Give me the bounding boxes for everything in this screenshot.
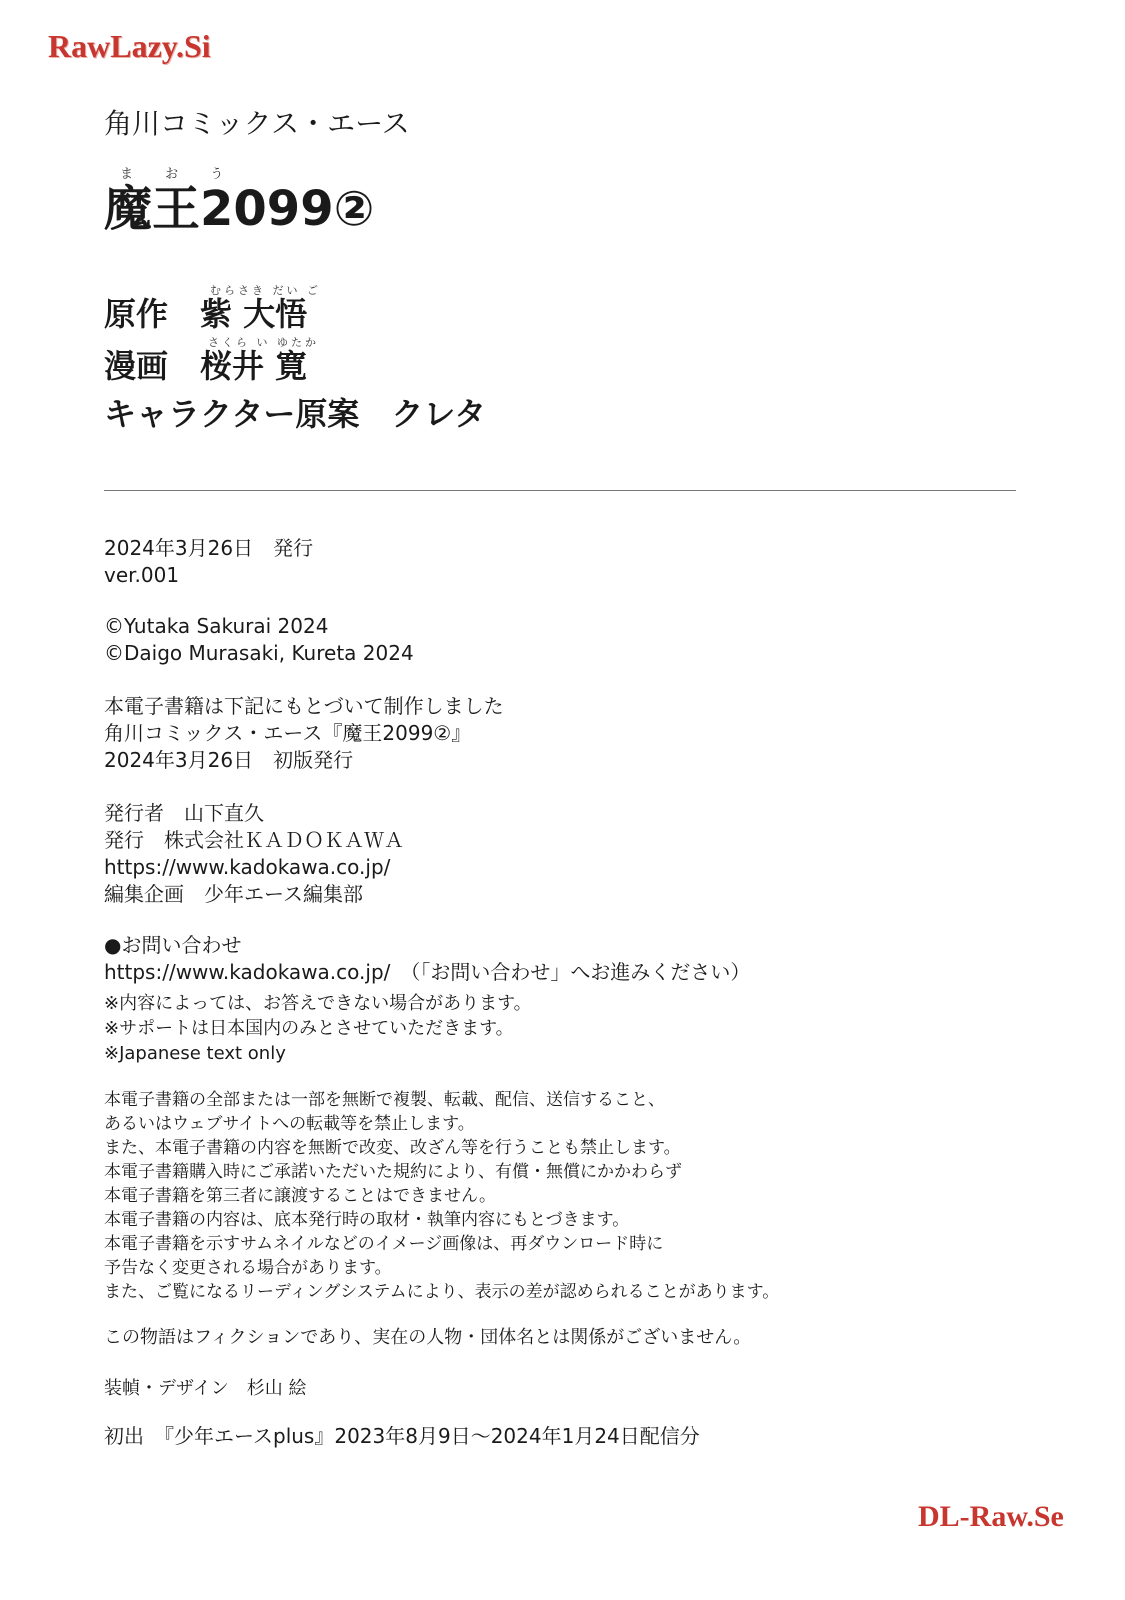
title-ruby: ま お う	[120, 167, 238, 182]
publisher-block	[104, 800, 404, 908]
contact-note: ※Japanese text only	[104, 1043, 286, 1064]
copyright-block	[104, 613, 414, 667]
terms-line: 本電子書籍の内容は、底本発行時の取材・執筆内容にもとづきます。	[104, 1210, 630, 1230]
terms-line: また、本電子書籍の内容を無断で改変、改ざん等を行うことも禁止します。	[104, 1138, 681, 1158]
book-title: 魔王2099②	[104, 181, 375, 237]
contact-url: https://www.kadokawa.co.jp/ （「お問い合わせ」へお進みください）	[104, 960, 751, 984]
design-credit: 装幀・デザイン 杉山 絵	[104, 1378, 307, 1399]
terms-line: 本電子書籍を示すサムネイルなどのイメージ画像は、再ダウンロード時に	[104, 1234, 664, 1254]
terms-line: 本電子書籍を第三者に譲渡することはできません。	[104, 1186, 497, 1206]
artist-ruby: さくら い ゆたか	[208, 336, 319, 349]
source-line: 角川コミックス・エース『魔王2099②』	[104, 721, 472, 745]
imprint-label: 角川コミックス・エース	[104, 107, 410, 140]
source-line: 2024年3月26日 初版発行	[104, 748, 354, 772]
copyright-line: ©Daigo Murasaki, Kureta 2024	[104, 641, 414, 665]
contact-note: ※内容によっては、お答えできない場合があります。	[104, 993, 532, 1014]
terms-line: また、ご覧になるリーディングシステムにより、表示の差が認められることがあります。	[104, 1282, 780, 1302]
terms-block	[104, 1088, 779, 1304]
credit-character-design: キャラクター原案 クレタ	[104, 395, 487, 433]
publisher-line: 発行者 山下直久	[104, 801, 264, 825]
contact-block	[104, 932, 750, 986]
version: ver.001	[104, 563, 180, 587]
fiction-note: この物語はフィクションであり、実在の人物・団体名とは関係がございません。	[104, 1327, 752, 1348]
copyright-line: ©Yutaka Sakurai 2024	[104, 614, 329, 638]
watermark-top: RawLazy.Si	[48, 28, 211, 64]
terms-line: 予告なく変更される場合があります。	[104, 1258, 392, 1278]
publication-block	[104, 535, 313, 589]
credit-manga-artist: 漫画 桜井 寛	[104, 347, 308, 385]
publisher-line: 発行 株式会社ＫＡＤＯＫＡＷＡ	[104, 828, 404, 852]
terms-line: 本電子書籍購入時にご承諾いただいた規約により、有償・無償にかかわらず	[104, 1162, 682, 1182]
watermark-bottom: DL-Raw.Se	[918, 1500, 1064, 1533]
publisher-line: 編集企画 少年エース編集部	[104, 882, 363, 906]
terms-line: 本電子書籍の全部または一部を無断で複製、転載、配信、送信すること、	[104, 1090, 665, 1110]
publication-date: 2024年3月26日 発行	[104, 536, 314, 560]
contact-heading: ●お問い合わせ	[104, 933, 242, 957]
divider	[104, 490, 1016, 491]
first-published: 初出 『少年エースplus』2023年8月9日～2024年1月24日配信分	[104, 1424, 700, 1448]
credit-original-author: 原作 紫 大悟	[104, 295, 308, 333]
publisher-url: https://www.kadokawa.co.jp/	[104, 855, 391, 879]
contact-notes	[104, 991, 532, 1066]
source-line: 本電子書籍は下記にもとづいて制作しました	[104, 694, 504, 718]
terms-line: あるいはウェブサイトへの転載等を禁止します。	[104, 1114, 475, 1134]
author-ruby: むらさき だい ご	[210, 284, 321, 297]
contact-note: ※サポートは日本国内のみとさせていただきます。	[104, 1018, 514, 1039]
source-block	[104, 693, 504, 774]
